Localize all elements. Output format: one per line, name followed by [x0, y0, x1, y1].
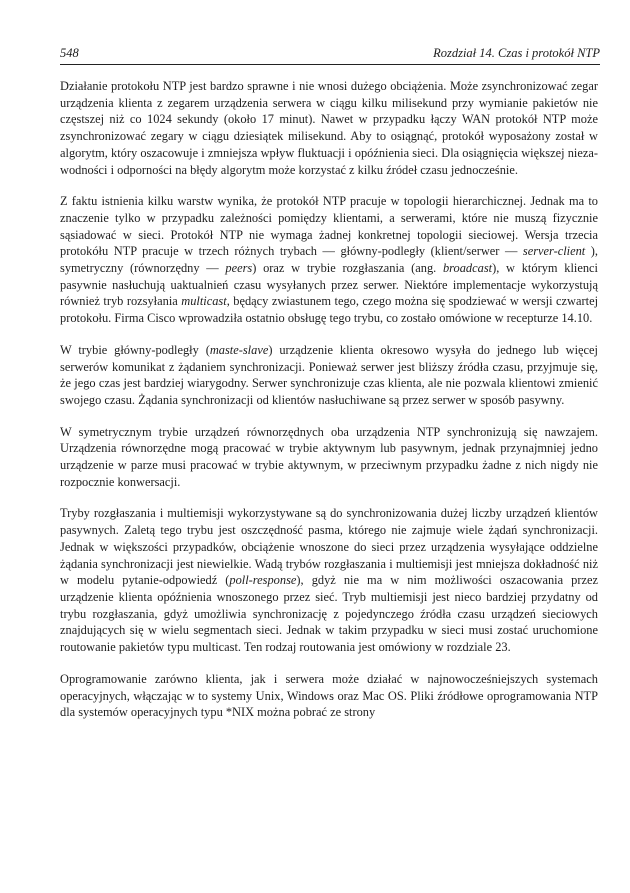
page-number: 548: [60, 46, 79, 60]
text-run: Tryby rozgłaszania i multiemisji wykorzystywane są do synchronizowania dużej liczby urządzeń klientów pasywnych. Zaletą tego trybu jest oszczędność pasma, którego nie zajmuje wiele żądań synchronizacji. Jednak w większości przypadków, obciążenie wnoszone do sieci przez urządzenia wysyłające oddzielne żądania synchronizacji jest niewielkie. Wadą trybów rozgłaszania i multiemisji jest mniejsza dokładność niż w modelu pytanie-odpowiedź (: [60, 506, 598, 588]
text-run: W trybie główny-podległy (: [60, 342, 210, 357]
text-run: ), gdyż nie ma w nim możliwości oszacowania przez urządzenie klienta opóźnienia wnoszonego przez sieć. Tryb multiemisji jest nieco bardziej przydatny od trybu rozgłaszania, gdyż umożliwia synchronizację z pojedynczego źródła czasu urządzeń sieciowych znajdujących się w wielu segmentach sieci. Jednak w takim przypadku w sieci musi zostać uruchomione routowanie pakietów typu multicast. Ten rodzaj routowania jest omówiony w rozdziale 23.: [60, 573, 598, 655]
paragraph: [60, 671, 598, 721]
text-run: ), w którym klienci pasywnie nasłuchują uaktualnień czasu wysyłanych przez serwer. Niektóre implementacje wykorzystują również tryb rozsyłania: [60, 261, 598, 309]
text-run-italic: broadcast: [442, 261, 493, 276]
text-run-italic: poll-response: [229, 573, 297, 588]
paragraph: [60, 342, 598, 409]
running-title: Rozdział 14. Czas i protokół NTP: [433, 46, 600, 60]
text-run: ) oraz w trybie rozgłaszania (ang.: [252, 261, 443, 276]
text-run: Z faktu istnienia kilku warstw wynika, że protokół NTP pracuje w topologii hierarchicznej. Jednak ma to znaczenie tylko w przypadku zależności pomiędzy klientami, a serwerami, które nie muszą fizycznie sąsiadować w sieci. Protokół NTP nie wymaga żadnej konkretnej topologii sieciowej. Wersja trzecia protokółu NTP pracuje w trzech różnych trybach — główny-podległy (klient/serwer —: [60, 194, 598, 259]
text-run: Działanie protokołu NTP jest bardzo sprawne i nie wnosi dużego obciążenia. Może zsynchronizować zegar urządzenia klienta z zegarem urządzenia serwera w ciągu kilku milisekund przy wymianie pakietów nie częstszej niż co 1024 sekundy (około 17 minut). Nawet w przypadku łączy WAN protokół NTP może zsynchronizować zegary w ciągu dziesiątek milisekund. Aby to osiągnąć, protokół wyposażony został w algorytm, który oszacowuje i zmniejsza wpływ fluktuacji i opóźnienia sieci. Dla osiągnięcia większej niezawodności i odporności na błędy algorytm może korzystać z kilku źródeł czasu jednocześnie.: [60, 79, 598, 177]
paragraph: [60, 193, 598, 327]
text-run: ) urządzenie klienta okresowo wysyła do jednego lub więcej serwerów komunikat z żądaniem synchronizacji. Ponieważ serwer jest bliższy źródła czasu, przyjmuje się, że jego czas jest bardziej wiarygodny. Serwer synchronizuje czas klienta, ale nie pozwala klientowi zmienić swojego czasu. Żądania synchronizacji od klientów nasłuchiwane są przez serwer w sposób pasywny.: [60, 342, 598, 407]
text-run: ), symetryczny (równorzędny —: [60, 244, 598, 276]
text-run: Oprogramowanie zarówno klienta, jak i serwera może działać w najnowocześniejszych systemach operacyjnych, włączając w to systemy Unix, Windows oraz Mac OS. Pliki źródłowe oprogramowania NTP dla systemów operacyjnych typu *NIX można pobrać ze strony: [60, 671, 598, 720]
paragraph: [60, 505, 598, 655]
body-text: [60, 78, 598, 721]
text-run-italic: multicast: [181, 294, 227, 309]
text-run-italic: peers: [225, 261, 253, 276]
paragraph: [60, 78, 598, 178]
header-rule: [60, 64, 600, 65]
running-header: [60, 46, 600, 64]
text-run: W symetrycznym trybie urządzeń równorzędnych oba urządzenia NTP synchronizują się nawzajem. Urządzenia równorzędne mogą pracować w trybie aktywnym lub pasywnym, jednak przynajmniej jedno urządzenie w parze musi pracować w trybie aktywnym, w przeciwnym przypadku żadne z nich nigdy nie rozpocznie konwersacji.: [60, 424, 598, 489]
text-run-italic: server-client: [522, 244, 586, 259]
text-run-italic: maste-slave: [209, 342, 269, 357]
text-run: , będący zwiastunem tego, czego można się spodziewać w wersji czwartej protokołu. Firma Cisco wprowadziła ostatnio obsługę tego trybu, co zostało omówione w recepturze 14.10.: [60, 294, 599, 326]
paragraph: [60, 424, 598, 491]
